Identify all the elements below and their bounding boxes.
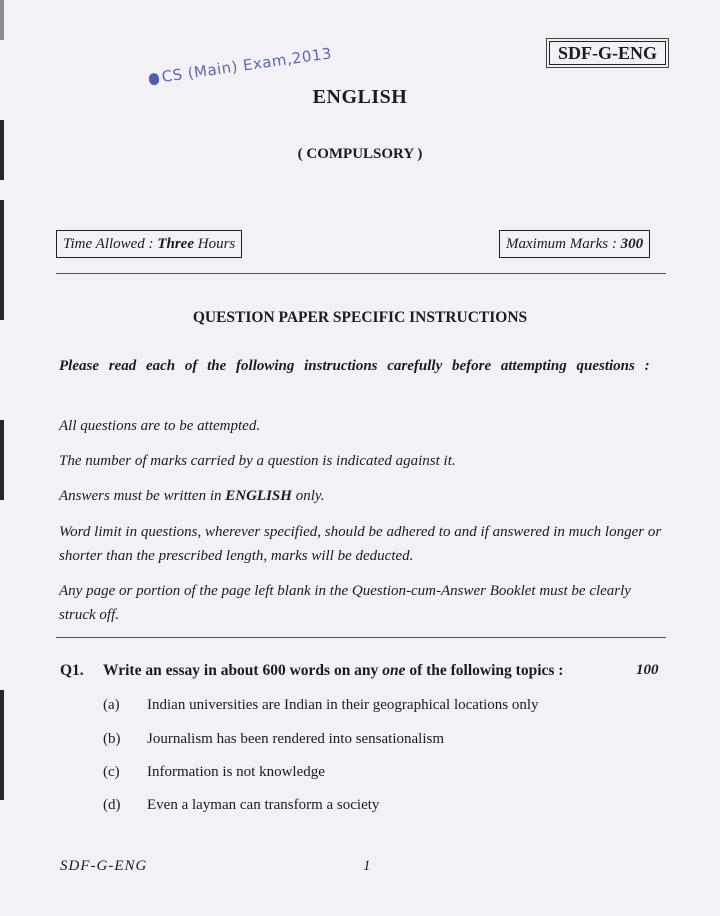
instruction-item: All questions are to be attempted.: [59, 418, 261, 434]
instruction-item: The number of marks carried by a question is indicated against it.: [59, 453, 456, 469]
marks-label: Maximum Marks :: [506, 236, 621, 252]
maximum-marks-box: [499, 230, 650, 258]
option-label: (b): [103, 731, 121, 747]
scan-edge: [0, 200, 4, 320]
scan-edge: [0, 420, 4, 500]
instruction-item: Word limit in questions, wherever specified, should be adhered to and if answered in much longer or shorter than the prescribed length, marks will be deducted.: [59, 524, 662, 564]
paper-code-box: SDF-G-ENG: [549, 41, 666, 65]
question-text-emphasis: one: [382, 662, 406, 679]
question-number: Q1.: [60, 662, 84, 679]
time-allowed-box: [56, 230, 242, 258]
instructions-intro: Please read each of the following instructions carefully before attempting questions :: [59, 358, 650, 374]
question-text: [103, 662, 563, 680]
question-text-start: Write an essay in about 600 words on any: [103, 662, 383, 679]
divider: [56, 637, 666, 638]
divider: [56, 273, 666, 274]
time-label: Time Allowed :: [63, 236, 158, 252]
question-marks: 100: [636, 662, 659, 678]
marks-value: 300: [620, 236, 644, 252]
stamp-text: CS (Main) Exam,2013: [160, 44, 334, 86]
paper-title: ENGLISH: [312, 86, 408, 108]
question-text-end: of the following topics :: [405, 662, 564, 679]
instruction-bold: ENGLISH: [225, 488, 292, 504]
time-value: Three: [157, 236, 194, 252]
option-text: Indian universities are Indian in their geographical locations only: [147, 697, 539, 713]
instruction-item: Any page or portion of the page left blank in the Question-cum-Answer Booklet must be clearly struck off.: [59, 583, 631, 623]
option-text: Journalism has been rendered into sensationalism: [147, 731, 445, 747]
paper-subtitle: ( COMPULSORY ): [297, 146, 423, 162]
option-text: Information is not knowledge: [147, 764, 325, 780]
page-number: 1: [363, 858, 371, 874]
stamp-mark-icon: [148, 72, 160, 85]
option-label: (a): [103, 697, 120, 713]
option-label: (c): [103, 764, 120, 780]
instruction-tail: only.: [291, 488, 325, 504]
instruction-text: Answers must be written in: [59, 488, 226, 504]
footer-paper-code: SDF-G-ENG: [60, 858, 148, 874]
instructions-heading: QUESTION PAPER SPECIFIC INSTRUCTIONS: [192, 309, 528, 326]
exam-stamp: [148, 44, 333, 88]
instruction-item: [59, 485, 665, 507]
scan-edge: [0, 690, 4, 800]
scan-edge: [0, 0, 4, 40]
option-label: (d): [103, 797, 121, 813]
option-text: Even a layman can transform a society: [147, 797, 380, 813]
time-unit: Hours: [193, 236, 236, 252]
